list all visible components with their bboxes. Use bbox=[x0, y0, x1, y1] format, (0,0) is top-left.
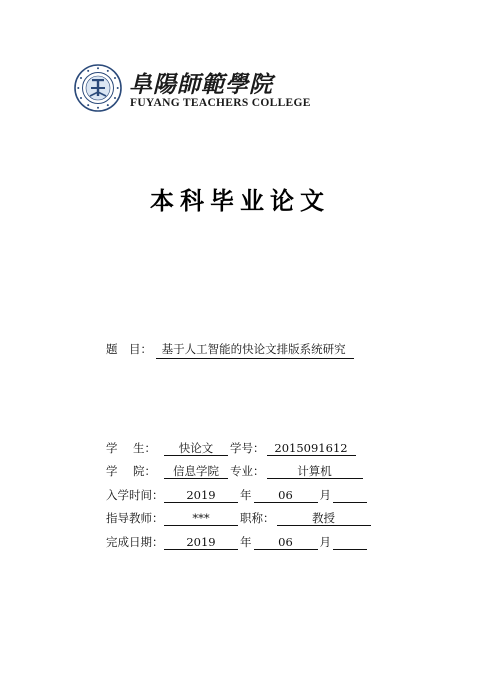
college-name-chinese: 阜陽師範學院 bbox=[129, 71, 273, 98]
topic-label: 题 目： bbox=[106, 342, 152, 356]
advisor-label: 指导教师： bbox=[106, 511, 164, 525]
college-seal-icon bbox=[74, 64, 122, 112]
topic-value: 基于人工智能的快论文排版系统研究 bbox=[156, 341, 354, 359]
completion-row bbox=[106, 526, 371, 550]
enrollment-label: 入学时间： bbox=[106, 487, 164, 502]
completion-year-value: 2019 bbox=[164, 535, 238, 550]
college-row bbox=[106, 456, 371, 480]
student-name-value: 快论文 bbox=[164, 441, 228, 456]
student-info-table bbox=[106, 432, 371, 550]
enrollment-year-unit: 年 bbox=[240, 487, 252, 502]
student-id-label: 学号： bbox=[230, 440, 265, 455]
advisor-row bbox=[106, 503, 371, 527]
student-row bbox=[106, 432, 371, 456]
completion-month-value: 06 bbox=[254, 535, 318, 550]
college-name-english: FUYANG TEACHERS COLLEGE bbox=[130, 97, 311, 109]
enrollment-month-unit: 月 bbox=[319, 487, 331, 502]
enrollment-year-value: 2019 bbox=[164, 488, 238, 503]
thesis-type-title: 本科毕业论文 bbox=[150, 187, 330, 215]
college-logo bbox=[74, 64, 311, 116]
advisor-title-value: 教授 bbox=[277, 511, 371, 526]
completion-month-unit: 月 bbox=[319, 534, 331, 549]
completion-trailing-line bbox=[333, 535, 367, 550]
student-id-value: 2015091612 bbox=[267, 441, 356, 456]
major-label: 专业： bbox=[230, 464, 265, 478]
advisor-value: *** bbox=[164, 511, 238, 526]
major-value: 计算机 bbox=[267, 464, 363, 479]
completion-label: 完成日期： bbox=[106, 534, 164, 549]
enrollment-month-value: 06 bbox=[254, 488, 318, 503]
enrollment-trailing-line bbox=[333, 488, 367, 503]
student-label: 学 生： bbox=[106, 440, 156, 455]
college-value: 信息学院 bbox=[164, 464, 228, 479]
thesis-topic-row bbox=[106, 341, 354, 359]
enrollment-row bbox=[106, 479, 371, 503]
completion-year-unit: 年 bbox=[240, 534, 252, 549]
advisor-title-label: 职称： bbox=[240, 511, 275, 525]
college-label: 学 院： bbox=[106, 464, 156, 478]
